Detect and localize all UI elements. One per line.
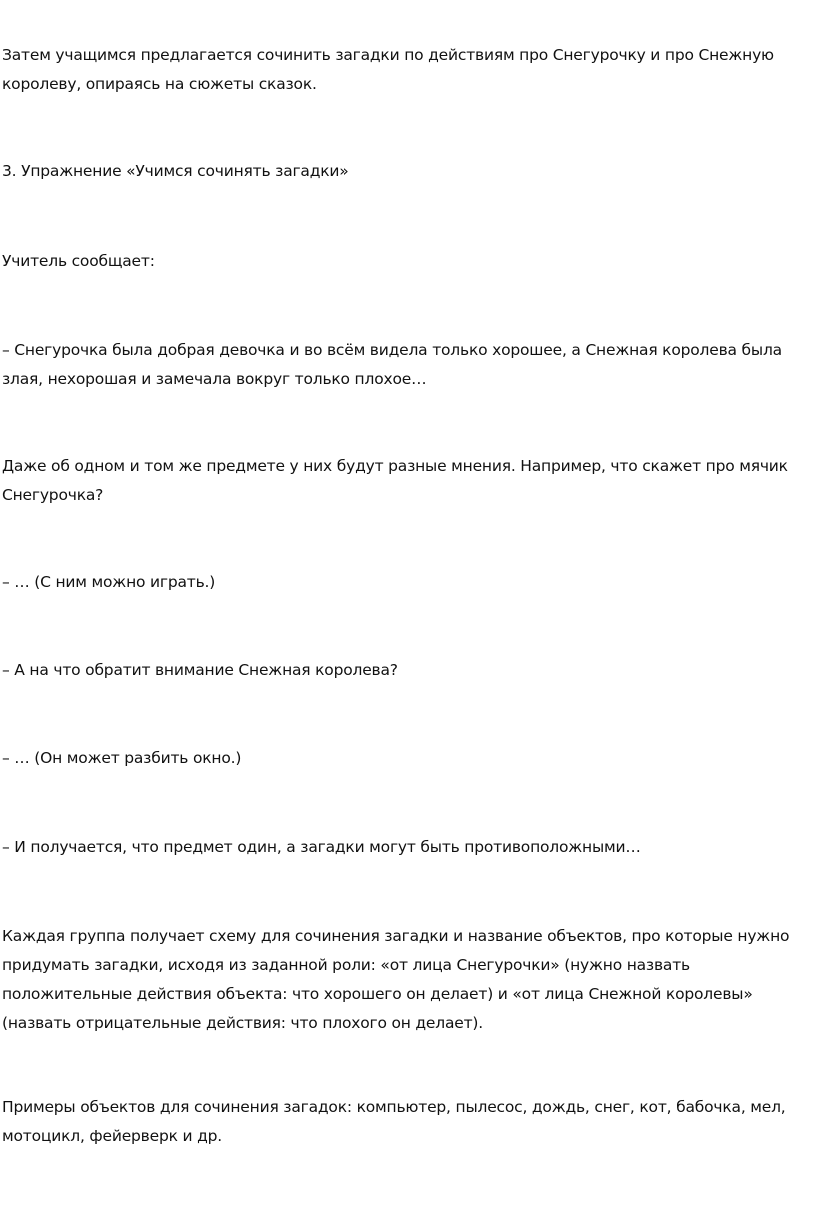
text-line: – Снегурочка была добрая девочка и во всём видела только хорошее, а Снежная королева была (2, 341, 782, 359)
paragraph-question-queen (2, 656, 802, 685)
paragraph-teacher (2, 247, 802, 276)
text-line: положительные действия объекта: что хорошего он делает) и «от лица Снежной королевы» (2, 985, 753, 1003)
text-line: Снегурочка? (2, 486, 104, 504)
paragraph-examples (2, 1093, 802, 1151)
text-line: придумать загадки, исходя из заданной роли: «от лица Снегурочки» (нужно назвать (2, 956, 690, 974)
text-line: 3. Упражнение «Учимся сочинять загадки» (2, 162, 349, 180)
text-line: Примеры объектов для сочинения загадок: компьютер, пылесос, дождь, снег, кот, бабочка, мел, (2, 1098, 786, 1116)
text-line: злая, нехорошая и замечала вокруг только плохое… (2, 370, 427, 388)
paragraph-answer-play (2, 568, 802, 597)
paragraph-group-task (2, 922, 802, 1038)
text-line: – И получается, что предмет один, а загадки могут быть противоположными… (2, 838, 641, 856)
text-line: Учитель сообщает: (2, 252, 155, 270)
paragraph-opinions (2, 452, 802, 510)
text-line: королеву, опираясь на сюжеты сказок. (2, 75, 317, 93)
text-line: – … (Он может разбить окно.) (2, 749, 242, 767)
paragraph-exercise-heading (2, 157, 802, 186)
text-line: (назвать отрицательные действия: что плохого он делает). (2, 1014, 483, 1032)
text-line: Даже об одном и том же предмете у них будут разные мнения. Например, что скажет про мячик (2, 457, 788, 475)
paragraph-conclusion (2, 833, 802, 862)
text-line: мотоцикл, фейерверк и др. (2, 1127, 222, 1145)
text-line: Каждая группа получает схему для сочинения загадки и название объектов, про которые нужно (2, 927, 790, 945)
paragraph-answer-window (2, 744, 802, 773)
text-line: – А на что обратит внимание Снежная королева? (2, 661, 398, 679)
text-line: – … (С ним можно играть.) (2, 573, 216, 591)
paragraph-snow-maiden (2, 336, 802, 394)
text-line: Затем учащимся предлагается сочинить загадки по действиям про Снегурочку и про Снежную (2, 46, 774, 64)
paragraph-intro (2, 41, 802, 99)
